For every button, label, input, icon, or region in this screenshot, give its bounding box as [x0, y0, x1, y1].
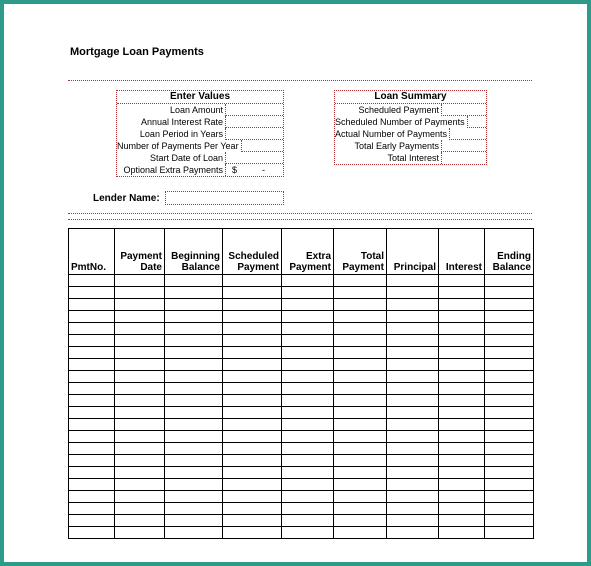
table-cell[interactable]	[69, 467, 115, 479]
table-cell[interactable]	[387, 287, 439, 299]
table-cell[interactable]	[223, 275, 282, 287]
enter-values-label: Annual Interest Rate	[140, 117, 223, 127]
table-cell[interactable]	[439, 359, 485, 371]
table-cell[interactable]	[69, 527, 115, 539]
table-cell[interactable]	[165, 503, 223, 515]
table-cell[interactable]	[439, 491, 485, 503]
table-cell[interactable]	[223, 359, 282, 371]
table-cell[interactable]	[387, 443, 439, 455]
table-cell[interactable]	[165, 383, 223, 395]
table-cell[interactable]	[334, 431, 387, 443]
loan-summary-row	[335, 152, 486, 164]
table-cell[interactable]	[485, 419, 534, 431]
table-cell[interactable]	[223, 311, 282, 323]
table-cell[interactable]	[282, 455, 334, 467]
table-cell[interactable]	[485, 527, 534, 539]
table-cell[interactable]	[439, 455, 485, 467]
table-cell[interactable]	[439, 419, 485, 431]
table-cell[interactable]	[485, 467, 534, 479]
table-cell[interactable]	[387, 431, 439, 443]
table-cell[interactable]	[115, 311, 165, 323]
table-cell[interactable]	[115, 479, 165, 491]
table-cell[interactable]	[223, 347, 282, 359]
table-cell[interactable]	[69, 383, 115, 395]
table-cell[interactable]	[334, 287, 387, 299]
table-cell[interactable]	[387, 275, 439, 287]
table-cell[interactable]	[439, 323, 485, 335]
table-cell[interactable]	[223, 491, 282, 503]
table-cell[interactable]	[69, 455, 115, 467]
table-row	[69, 371, 534, 383]
table-cell[interactable]	[69, 299, 115, 311]
table-cell[interactable]	[115, 455, 165, 467]
column-header	[334, 229, 387, 275]
table-row	[69, 479, 534, 491]
table-cell[interactable]	[439, 299, 485, 311]
table-row	[69, 431, 534, 443]
table-cell[interactable]	[223, 527, 282, 539]
table-row	[69, 443, 534, 455]
table-cell[interactable]	[282, 515, 334, 527]
table-cell[interactable]	[165, 299, 223, 311]
table-cell[interactable]	[334, 311, 387, 323]
table-cell[interactable]	[485, 395, 534, 407]
table-row	[69, 419, 534, 431]
table-cell[interactable]	[115, 467, 165, 479]
table-cell[interactable]	[439, 371, 485, 383]
table-cell[interactable]	[165, 527, 223, 539]
column-header-line1: Beginning	[171, 251, 220, 262]
table-cell[interactable]	[223, 299, 282, 311]
table-cell[interactable]	[69, 323, 115, 335]
table-cell[interactable]	[223, 455, 282, 467]
column-header	[69, 229, 115, 275]
column-header	[485, 229, 534, 275]
table-cell[interactable]	[387, 335, 439, 347]
enter-values-row	[117, 152, 283, 164]
column-header-line2: Payment	[342, 262, 384, 273]
table-cell[interactable]	[387, 347, 439, 359]
table-cell[interactable]	[69, 287, 115, 299]
table-cell[interactable]	[165, 515, 223, 527]
table-cell[interactable]	[485, 455, 534, 467]
column-header-line2: Principal	[393, 262, 436, 273]
loan-summary-value-cell[interactable]	[441, 152, 486, 164]
table-cell[interactable]	[69, 335, 115, 347]
column-header-line1: Payment	[120, 251, 162, 262]
table-cell[interactable]	[115, 371, 165, 383]
table-cell[interactable]	[223, 419, 282, 431]
enter-values-row	[117, 164, 283, 176]
table-row	[69, 455, 534, 467]
table-cell[interactable]	[165, 395, 223, 407]
table-cell[interactable]	[223, 383, 282, 395]
table-cell[interactable]	[334, 359, 387, 371]
table-cell[interactable]	[439, 431, 485, 443]
column-header	[165, 229, 223, 275]
table-cell[interactable]	[223, 443, 282, 455]
table-row	[69, 515, 534, 527]
table-cell[interactable]	[387, 467, 439, 479]
loan-summary-panel	[334, 90, 487, 165]
table-cell[interactable]	[485, 491, 534, 503]
table-cell[interactable]	[485, 371, 534, 383]
column-header-line2: PmtNo.	[71, 262, 106, 273]
table-cell[interactable]	[282, 443, 334, 455]
table-row	[69, 299, 534, 311]
table-cell[interactable]	[282, 323, 334, 335]
table-cell[interactable]	[223, 335, 282, 347]
table-cell[interactable]	[485, 323, 534, 335]
table-cell[interactable]	[223, 479, 282, 491]
table-cell[interactable]	[439, 275, 485, 287]
table-cell[interactable]	[69, 443, 115, 455]
table-cell[interactable]	[485, 503, 534, 515]
loan-summary-row	[335, 128, 486, 140]
table-cell[interactable]	[115, 323, 165, 335]
table-cell[interactable]	[165, 479, 223, 491]
table-cell[interactable]	[69, 311, 115, 323]
table-cell[interactable]	[334, 395, 387, 407]
column-header	[282, 229, 334, 275]
table-cell[interactable]	[282, 335, 334, 347]
loan-summary-row	[335, 140, 486, 152]
table-cell[interactable]	[387, 527, 439, 539]
table-cell[interactable]	[223, 395, 282, 407]
table-cell[interactable]	[115, 287, 165, 299]
column-header-line2: Interest	[445, 262, 482, 273]
table-cell[interactable]	[439, 467, 485, 479]
table-cell[interactable]	[282, 275, 334, 287]
table-cell[interactable]	[165, 419, 223, 431]
table-row	[69, 347, 534, 359]
table-cell[interactable]	[485, 275, 534, 287]
enter-values-value-cell[interactable]	[225, 128, 283, 140]
table-cell[interactable]	[485, 383, 534, 395]
table-cell[interactable]	[387, 323, 439, 335]
table-cell[interactable]	[282, 503, 334, 515]
enter-values-row	[117, 140, 283, 152]
table-cell[interactable]	[387, 419, 439, 431]
table-cell[interactable]	[282, 479, 334, 491]
table-cell[interactable]	[439, 395, 485, 407]
table-cell[interactable]	[439, 407, 485, 419]
column-header-line2: Date	[140, 262, 162, 273]
enter-values-row	[117, 128, 283, 140]
table-cell[interactable]	[439, 287, 485, 299]
table-cell[interactable]	[485, 311, 534, 323]
enter-values-label: Optional Extra Payments	[123, 165, 223, 175]
table-cell[interactable]	[334, 299, 387, 311]
table-cell[interactable]	[282, 419, 334, 431]
table-row	[69, 335, 534, 347]
table-cell[interactable]	[282, 359, 334, 371]
column-header-line2: Balance	[181, 262, 220, 273]
table-cell[interactable]	[282, 431, 334, 443]
table-cell[interactable]	[439, 503, 485, 515]
table-cell[interactable]	[334, 371, 387, 383]
loan-summary-row	[335, 116, 486, 128]
table-cell[interactable]	[115, 275, 165, 287]
table-cell[interactable]	[115, 515, 165, 527]
table-cell[interactable]	[439, 335, 485, 347]
table-cell[interactable]	[485, 359, 534, 371]
table-cell[interactable]	[439, 311, 485, 323]
table-cell[interactable]	[223, 407, 282, 419]
table-cell[interactable]	[387, 479, 439, 491]
column-header	[115, 229, 165, 275]
column-header	[223, 229, 282, 275]
table-cell[interactable]	[334, 491, 387, 503]
table-row	[69, 383, 534, 395]
table-cell[interactable]	[282, 467, 334, 479]
table-cell[interactable]	[69, 431, 115, 443]
table-cell[interactable]	[334, 335, 387, 347]
table-cell[interactable]	[115, 335, 165, 347]
table-cell[interactable]	[334, 515, 387, 527]
column-header-line2: Payment	[237, 262, 279, 273]
table-cell[interactable]	[282, 371, 334, 383]
enter-values-value-cell[interactable]	[225, 152, 283, 164]
table-cell[interactable]	[69, 407, 115, 419]
column-header-line1: Extra	[305, 251, 331, 262]
table-cell[interactable]	[282, 395, 334, 407]
table-cell[interactable]	[485, 287, 534, 299]
table-cell[interactable]	[387, 359, 439, 371]
table-cell[interactable]	[165, 455, 223, 467]
loan-summary-value-cell[interactable]	[467, 116, 486, 128]
enter-values-label: Start Date of Loan	[149, 153, 223, 163]
table-cell[interactable]	[115, 407, 165, 419]
loan-summary-label: Scheduled Number of Payments	[335, 117, 465, 127]
table-cell[interactable]	[115, 347, 165, 359]
table-cell[interactable]	[69, 491, 115, 503]
table-cell[interactable]	[334, 467, 387, 479]
loan-summary-value-cell[interactable]	[441, 104, 486, 116]
table-cell[interactable]	[485, 407, 534, 419]
table-row	[69, 527, 534, 539]
column-header-line1: Ending	[497, 251, 531, 262]
lender-name-label: Lender Name:	[93, 193, 160, 204]
table-cell[interactable]	[165, 491, 223, 503]
table-row	[69, 311, 534, 323]
table-cell[interactable]	[387, 491, 439, 503]
table-cell[interactable]	[115, 491, 165, 503]
table-cell[interactable]	[387, 371, 439, 383]
table-cell[interactable]	[115, 359, 165, 371]
enter-values-value-cell[interactable]	[241, 140, 283, 152]
table-cell[interactable]	[387, 299, 439, 311]
table-cell[interactable]	[485, 347, 534, 359]
table-cell[interactable]	[69, 503, 115, 515]
table-cell[interactable]	[334, 455, 387, 467]
table-row	[69, 407, 534, 419]
table-cell[interactable]	[165, 323, 223, 335]
table-cell[interactable]	[282, 383, 334, 395]
loan-summary-label: Scheduled Payment	[358, 105, 439, 115]
table-cell[interactable]	[334, 275, 387, 287]
table-cell[interactable]	[115, 443, 165, 455]
divider-mid-2	[68, 219, 532, 220]
table-row	[69, 467, 534, 479]
table-cell[interactable]	[334, 347, 387, 359]
loan-summary-label: Total Interest	[387, 153, 439, 163]
table-cell[interactable]	[439, 515, 485, 527]
divider-mid-1	[68, 213, 532, 214]
loan-summary-title: Loan Summary	[335, 91, 486, 104]
table-cell[interactable]	[485, 479, 534, 491]
table-cell[interactable]	[282, 491, 334, 503]
payment-schedule-table	[68, 228, 534, 539]
table-cell[interactable]	[165, 275, 223, 287]
table-row	[69, 491, 534, 503]
table-cell[interactable]	[282, 299, 334, 311]
table-cell[interactable]	[69, 515, 115, 527]
table-cell[interactable]	[439, 443, 485, 455]
table-cell[interactable]	[334, 419, 387, 431]
table-cell[interactable]	[69, 359, 115, 371]
enter-values-label: Loan Amount	[169, 105, 223, 115]
table-cell[interactable]	[115, 419, 165, 431]
table-cell[interactable]	[223, 431, 282, 443]
enter-values-label: Number of Payments Per Year	[117, 141, 239, 151]
table-cell[interactable]	[439, 347, 485, 359]
table-cell[interactable]	[69, 395, 115, 407]
enter-values-row	[117, 104, 283, 116]
lender-name-field[interactable]	[165, 191, 284, 205]
divider-top	[68, 80, 532, 81]
table-cell[interactable]	[115, 383, 165, 395]
loan-summary-row	[335, 104, 486, 116]
table-cell[interactable]	[485, 299, 534, 311]
table-cell[interactable]	[115, 527, 165, 539]
table-cell[interactable]	[165, 431, 223, 443]
table-cell[interactable]	[165, 359, 223, 371]
table-row	[69, 275, 534, 287]
table-cell[interactable]	[69, 371, 115, 383]
table-cell[interactable]	[115, 431, 165, 443]
table-cell[interactable]	[387, 383, 439, 395]
column-header-line2: Balance	[492, 262, 531, 273]
table-cell[interactable]	[334, 443, 387, 455]
table-cell[interactable]	[223, 287, 282, 299]
table-cell[interactable]	[334, 479, 387, 491]
table-cell[interactable]	[387, 515, 439, 527]
table-cell[interactable]	[387, 311, 439, 323]
enter-values-panel	[116, 90, 284, 177]
table-cell[interactable]	[387, 407, 439, 419]
table-cell[interactable]	[165, 335, 223, 347]
column-header	[439, 229, 485, 275]
table-cell[interactable]	[485, 335, 534, 347]
table-cell[interactable]	[334, 503, 387, 515]
table-cell[interactable]	[165, 407, 223, 419]
enter-values-value-cell[interactable]	[225, 116, 283, 128]
table-row	[69, 359, 534, 371]
table-cell[interactable]	[439, 383, 485, 395]
table-cell[interactable]	[165, 311, 223, 323]
loan-summary-value-cell[interactable]	[441, 140, 486, 152]
table-cell[interactable]	[223, 503, 282, 515]
enter-values-title: Enter Values	[117, 91, 283, 104]
column-header	[387, 229, 439, 275]
table-cell[interactable]	[439, 527, 485, 539]
loan-summary-value-cell[interactable]	[449, 128, 486, 140]
table-cell[interactable]	[282, 347, 334, 359]
table-cell[interactable]	[387, 455, 439, 467]
page-title: Mortgage Loan Payments	[70, 46, 204, 58]
table-cell[interactable]	[334, 407, 387, 419]
table-cell[interactable]	[69, 347, 115, 359]
table-cell[interactable]	[387, 395, 439, 407]
table-cell[interactable]	[282, 287, 334, 299]
column-header-line1: Scheduled	[228, 251, 279, 262]
table-cell[interactable]	[485, 443, 534, 455]
table-cell[interactable]	[165, 467, 223, 479]
table-cell[interactable]	[69, 419, 115, 431]
table-cell[interactable]	[387, 503, 439, 515]
table-cell[interactable]	[282, 527, 334, 539]
table-cell[interactable]	[223, 515, 282, 527]
enter-values-value-cell[interactable]: $ -	[225, 164, 283, 176]
enter-values-row	[117, 116, 283, 128]
table-cell[interactable]	[334, 527, 387, 539]
table-cell[interactable]	[165, 287, 223, 299]
table-cell[interactable]	[282, 311, 334, 323]
table-cell[interactable]	[69, 479, 115, 491]
table-cell[interactable]	[165, 371, 223, 383]
table-row	[69, 503, 534, 515]
column-header-line1: Total	[360, 251, 384, 262]
table-cell[interactable]	[165, 347, 223, 359]
table-cell[interactable]	[165, 443, 223, 455]
table-cell[interactable]	[485, 515, 534, 527]
column-header-line2: Payment	[289, 262, 331, 273]
table-cell[interactable]	[334, 323, 387, 335]
table-cell[interactable]	[115, 299, 165, 311]
table-cell[interactable]	[485, 431, 534, 443]
table-cell[interactable]	[115, 503, 165, 515]
enter-values-label: Loan Period in Years	[139, 129, 223, 139]
table-cell[interactable]	[223, 371, 282, 383]
table-cell[interactable]	[69, 275, 115, 287]
table-row	[69, 323, 534, 335]
table-cell[interactable]	[223, 467, 282, 479]
table-cell[interactable]	[282, 407, 334, 419]
table-cell[interactable]	[115, 395, 165, 407]
table-cell[interactable]	[439, 479, 485, 491]
table-row	[69, 395, 534, 407]
table-cell[interactable]	[334, 383, 387, 395]
loan-summary-label: Actual Number of Payments	[335, 129, 448, 139]
table-cell[interactable]	[223, 323, 282, 335]
enter-values-value-cell[interactable]	[225, 104, 283, 116]
loan-summary-label: Total Early Payments	[354, 141, 439, 151]
table-row	[69, 287, 534, 299]
